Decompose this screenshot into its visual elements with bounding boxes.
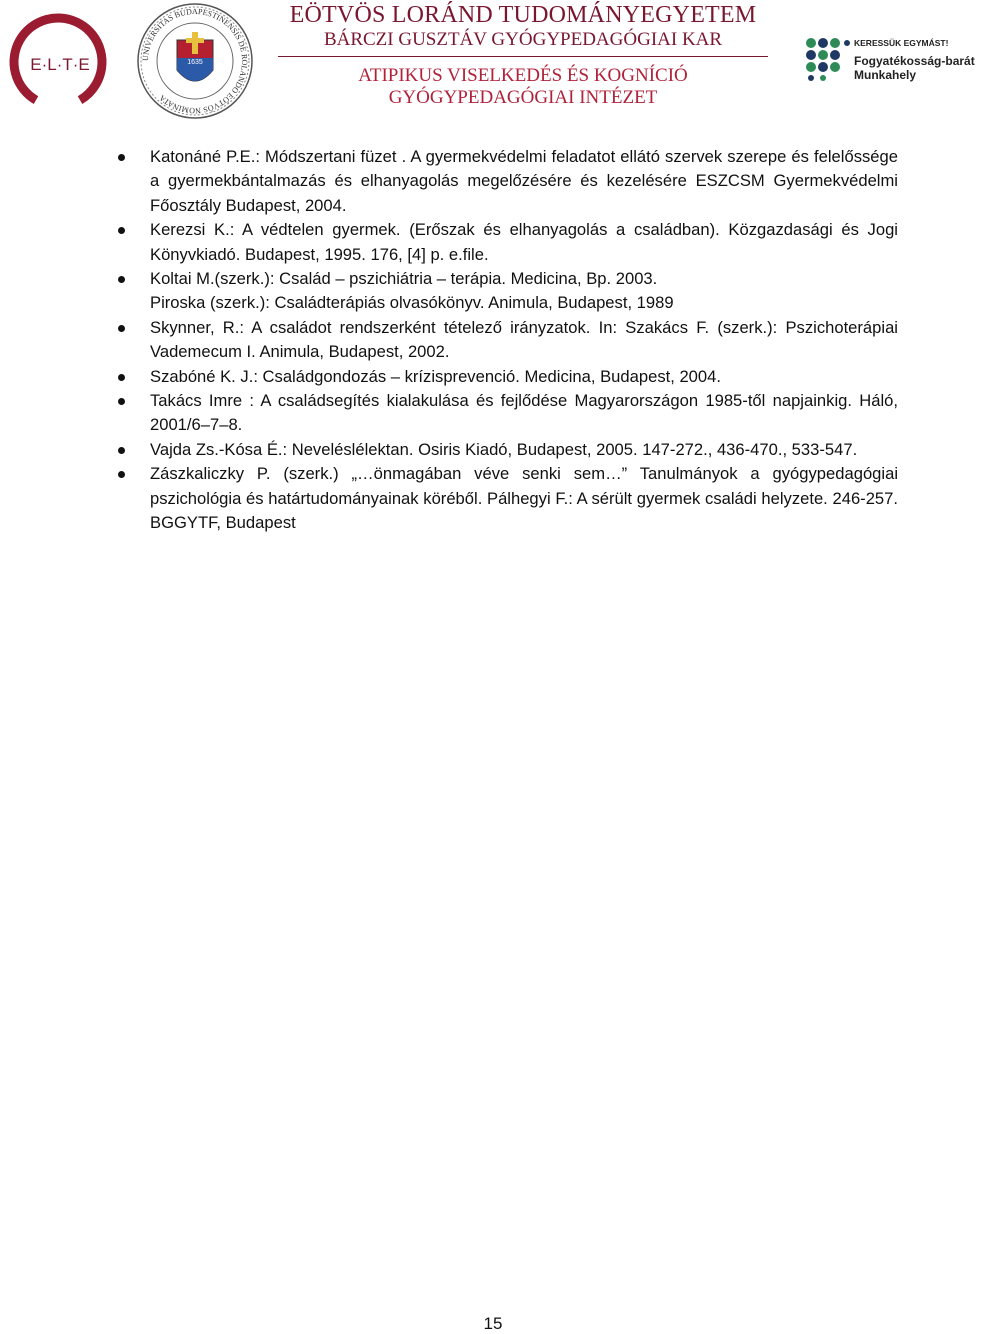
university-seal xyxy=(136,2,254,120)
bullet-icon xyxy=(118,471,125,478)
bullet-icon xyxy=(118,227,125,234)
partner-logo xyxy=(804,36,975,88)
reference-text: Kerezsi K.: A védtelen gyermek. (Erőszak és elhanyagolás a családban). Közgazdasági és Jogi Könyvkiadó. Budapest, 1995. 176, [4] p. e.file. xyxy=(150,220,898,264)
reference-text: Vajda Zs.-Kósa É.: Neveléslélektan. Osiris Kiadó, Budapest, 2005. 147-272., 436-470., 533-547. xyxy=(150,439,858,459)
list-item xyxy=(118,267,898,291)
university-name: EÖTVÖS LORÁND TUDOMÁNYEGYETEM xyxy=(289,2,757,28)
reference-text: Koltai M.(szerk.): Család – pszichiátria – terápia. Medicina, Bp. 2003. xyxy=(150,269,658,289)
page-header xyxy=(0,0,975,130)
institute-line-2: GYÓGYPEDAGÓGIAI INTÉZET xyxy=(388,87,658,108)
seal-years: 1635 xyxy=(187,59,203,66)
bullet-icon xyxy=(118,398,125,405)
elte-logo xyxy=(4,8,116,116)
bullet-icon xyxy=(118,276,125,283)
page-number: 15 xyxy=(483,1314,503,1333)
elte-logo-text: E·L·T·E xyxy=(30,55,90,74)
reference-text: Katonáné P.E.: Módszertani füzet . A gyermekvédelmi feladatot ellátó szervek szerepe és felelőssége a gyermekbántalmazás és elhanyagolás megelőzésére és kezelésére ESZCSM Gyermekvédelmi Főosztály Budapest, 2004. xyxy=(150,147,898,215)
bullet-icon xyxy=(118,154,125,161)
bullet-icon xyxy=(118,374,125,381)
bibliography xyxy=(118,145,898,536)
reference-text: Szabóné K. J.: Családgondozás – krízisprevenció. Medicina, Budapest, 2004. xyxy=(150,366,721,386)
bullet-icon xyxy=(118,325,125,332)
reference-text: Zászkaliczky P. (szerk.) „…önmagában véve senki sem…” Tanulmányok a gyógypedagógiai pszichológia és határtudományainak köréből. Pálhegyi F.: A sérült gyermek családi helyzete. 246-257. BGGYTF, Budapest xyxy=(150,464,898,533)
reference-text: Piroska (szerk.): Családterápiás olvasókönyv. Animula, Budapest, 1989 xyxy=(150,293,674,313)
header-rule xyxy=(278,56,768,57)
list-item xyxy=(118,316,898,365)
list-item xyxy=(118,291,898,315)
partner-line-1: Fogyatékosság-barát xyxy=(854,54,975,68)
list-item xyxy=(118,462,898,535)
list-item xyxy=(118,218,898,267)
list-item xyxy=(118,145,898,218)
partner-line-2: Munkahely xyxy=(854,68,917,82)
partner-text xyxy=(854,38,975,82)
partner-dots-icon xyxy=(804,36,850,82)
seal-text: UNIVERSITAS BUDAPESTINENSIS DE ROLANDO EÖTVÖS NOMINATA xyxy=(140,6,250,116)
reference-text: Skynner, R.: A családot rendszerként tételező irányzatok. In: Szakács F. (szerk.): Pszichoterápiai Vademecum I. Animula, Budapest, 2002. xyxy=(150,317,898,362)
bibliography-list xyxy=(118,145,898,536)
header-titles xyxy=(268,2,778,109)
list-item xyxy=(118,389,898,438)
list-item xyxy=(118,365,898,389)
institute-line-1: ATIPIKUS VISELKEDÉS ÉS KOGNÍCIÓ xyxy=(358,65,688,86)
partner-kicker: KERESSÜK EGYMÁST! xyxy=(854,38,949,48)
reference-text: Takács Imre : A családsegítés kialakulása és fejlődése Magyarországon 1985-től napjainkig. Háló, 2001/6–7–8. xyxy=(150,391,898,435)
list-item xyxy=(118,438,898,462)
bullet-icon xyxy=(118,447,125,454)
faculty-name: BÁRCZI GUSZTÁV GYÓGYPEDAGÓGIAI KAR xyxy=(323,29,723,50)
